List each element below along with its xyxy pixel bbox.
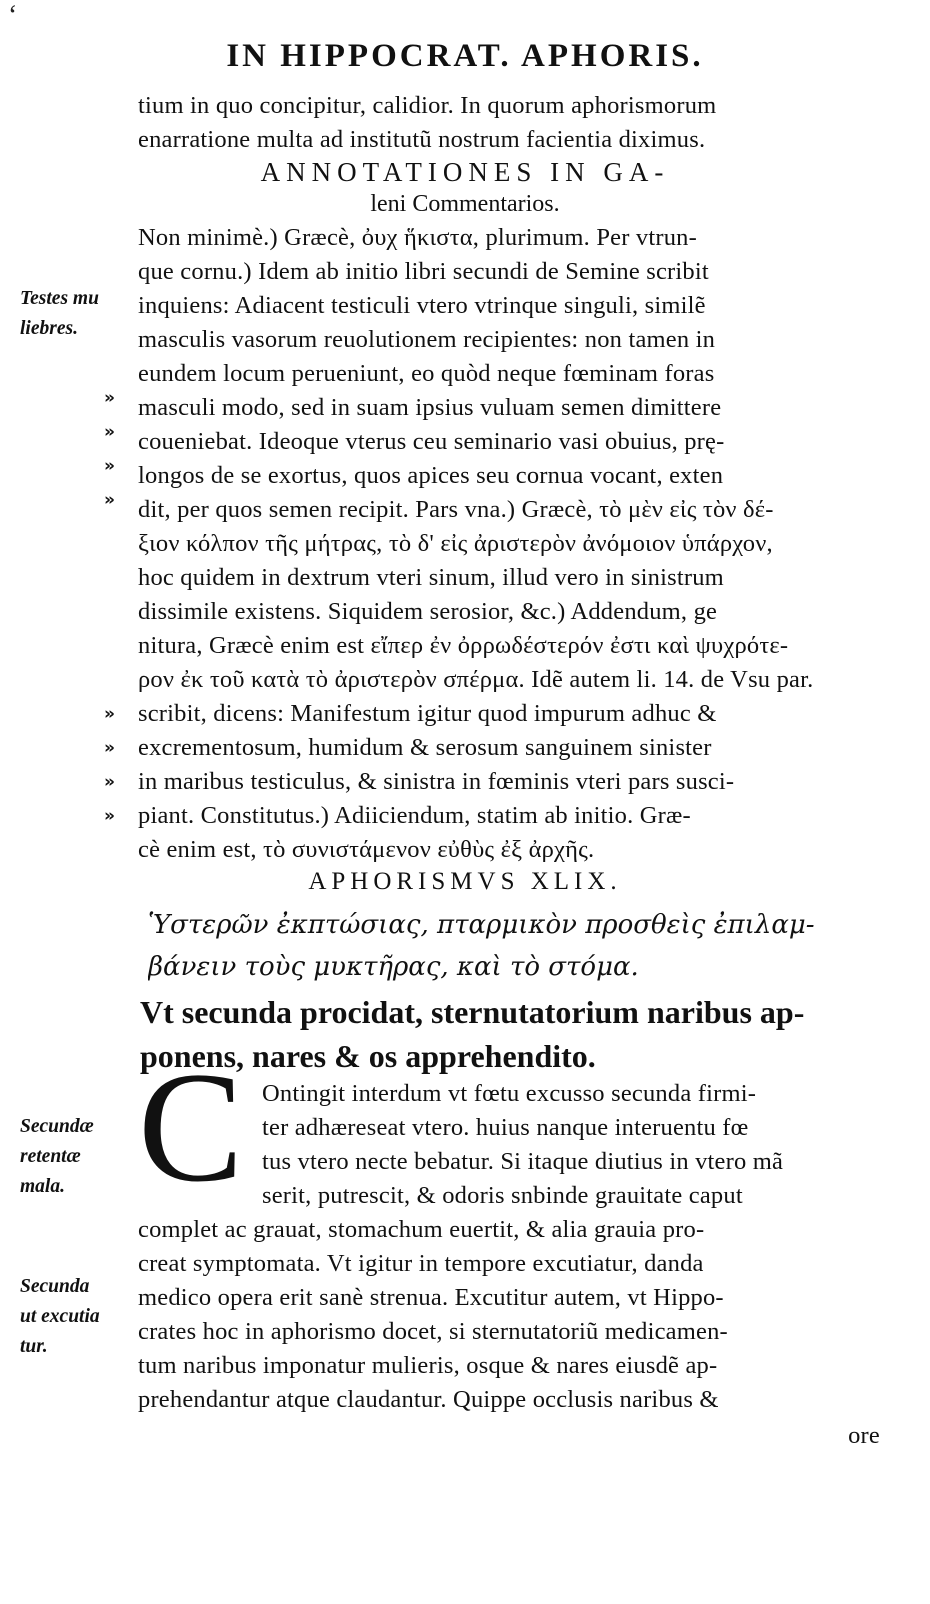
latin-translation-line: ponens, nares & os apprehendito. (140, 1038, 596, 1074)
text-line: in maribus testiculus, & sinistra in fœminis vteri pars susci- (138, 768, 735, 795)
text-line: crates hoc in aphorismo docet, si sternutatoriũ medicamen- (138, 1318, 728, 1345)
text-line: enarratione multa ad institutũ nostrum facientia diximus. (138, 126, 706, 153)
text-line: eundem locum perueniunt, eo quòd neque fœminam foras (138, 360, 715, 387)
margin-note-secundae (20, 1112, 138, 1202)
text-line: nitura, Græcè enim est εἴπερ ἐν ὀρρωδέστερόν ἐστι καὶ ψυχρότε- (138, 632, 789, 659)
margin-note-secunda (20, 1272, 138, 1362)
margin-note-line: Testes mu (20, 288, 99, 309)
text-line: hoc quidem in dextrum vteri sinum, illud vero in sinistrum (138, 564, 724, 591)
text-line: masculi modo, sed in suam ipsius vuluam semen dimittere (138, 394, 722, 421)
text-line: dit, per quos semen recipit. Pars vna.) Græcè, τὸ μὲν εἰς τὸν δέ- (138, 496, 774, 523)
quotation-mark: » (104, 772, 115, 792)
text-line: inquiens: Adiacent testiculi vtero vtrinque singuli, similẽ (138, 292, 706, 319)
margin-note-line: ut excutia (20, 1306, 100, 1327)
text-line: que cornu.) Idem ab initio libri secundi de Semine scribit (138, 258, 709, 285)
text-line: tium in quo concipitur, calidior. In quorum aphorismorum (138, 92, 717, 119)
greek-aphorism-line: Ὑστερῶν ἐκπτώσιας, πταρμικὸν προσθεὶς ἐπιλαμ- (148, 910, 815, 940)
quotation-mark: » (104, 456, 115, 476)
margin-note-line: mala. (20, 1176, 65, 1197)
text-line: Ontingit interdum vt fœtu excusso secunda firmi- (262, 1080, 757, 1107)
quotation-mark: » (104, 422, 115, 442)
text-line: dissimile existens. Siquidem serosior, &c.) Addendum, ge (138, 598, 718, 625)
drop-cap: C (138, 1040, 244, 1215)
margin-note-line: liebres. (20, 318, 78, 339)
margin-note-testes (20, 284, 138, 344)
text-line: cè enim est, τὸ συνιστάμενον εὐθὺς ἐξ ἀρχῆς. (138, 836, 595, 863)
section-subheading: leni Commentarios. (370, 191, 560, 217)
text-line: complet ac grauat, stomachum euertit, & alia grauia pro- (138, 1216, 705, 1243)
text-line: excrementosum, humidum & serosum sanguinem sinister (138, 734, 712, 761)
margin-note-line: Secundæ (20, 1116, 94, 1137)
margin-note-line: tur. (20, 1336, 48, 1357)
aphorism-heading: APHORISMVS XLIX. (308, 868, 622, 895)
running-header: IN HIPPOCRAT. APHORIS. (226, 38, 704, 74)
text-line: piant. Constitutus.) Adiiciendum, statim ab initio. Græ- (138, 802, 691, 829)
text-line: ξιον κόλπον τῆς μήτρας, τὸ δ' εἰς ἀριστερὸν ἀνόμοιον ὑπάρχον, (138, 530, 773, 557)
latin-translation-line: Vt secunda procidat, sternutatorium naribus ap- (140, 994, 805, 1030)
text-line: coueniebat. Ideoque vterus ceu seminario vasi obuius, prę- (138, 428, 725, 455)
quotation-mark: » (104, 388, 115, 408)
text-line: medico opera erit sanè strenua. Excutitur autem, vt Hippo- (138, 1284, 724, 1311)
stray-mark: ʻ (8, 0, 18, 31)
text-line: tum naribus imponatur mulieris, osque & nares eiusdẽ ap- (138, 1352, 718, 1379)
text-line: Non minimè.) Græcè, ὀυχ ἥκιστα, plurimum. Per vtrun- (138, 224, 697, 251)
margin-note-line: Secunda (20, 1276, 90, 1297)
text-line: scribit, dicens: Manifestum igitur quod impurum adhuc & (138, 700, 717, 727)
text-line: serit, putrescit, & odoris snbinde grauitate caput (262, 1182, 743, 1209)
text-line: masculis vasorum reuolutionem recipientes: non tamen in (138, 326, 716, 353)
greek-aphorism-line: βάνειν τοὺς μυκτῆρας, καὶ τὸ στόμα. (148, 952, 639, 982)
quotation-mark: » (104, 704, 115, 724)
margin-note-line: retentæ (20, 1146, 81, 1167)
catchword: ore (848, 1422, 880, 1449)
text-line: longos de se exortus, quos apices seu cornua vocant, exten (138, 462, 724, 489)
text-line: tus vtero necte bebatur. Si itaque diutius in vtero mã (262, 1148, 784, 1175)
section-heading: ANNOTATIONES IN GA- (260, 157, 670, 187)
text-line: prehendantur atque claudantur. Quippe occlusis naribus & (138, 1386, 719, 1413)
quotation-mark: » (104, 738, 115, 758)
quotation-mark: » (104, 490, 115, 510)
text-line: creat symptomata. Vt igitur in tempore excutiatur, danda (138, 1250, 704, 1277)
text-line: ter adhæreseat vtero. huius nanque interuentu fœ (262, 1114, 749, 1141)
quotation-mark: » (104, 806, 115, 826)
text-line: ρον ἐκ τοῦ κατὰ τὸ ἀριστερὸν σπέρμα. Idẽ autem li. 14. de Vsu par. (138, 666, 814, 693)
